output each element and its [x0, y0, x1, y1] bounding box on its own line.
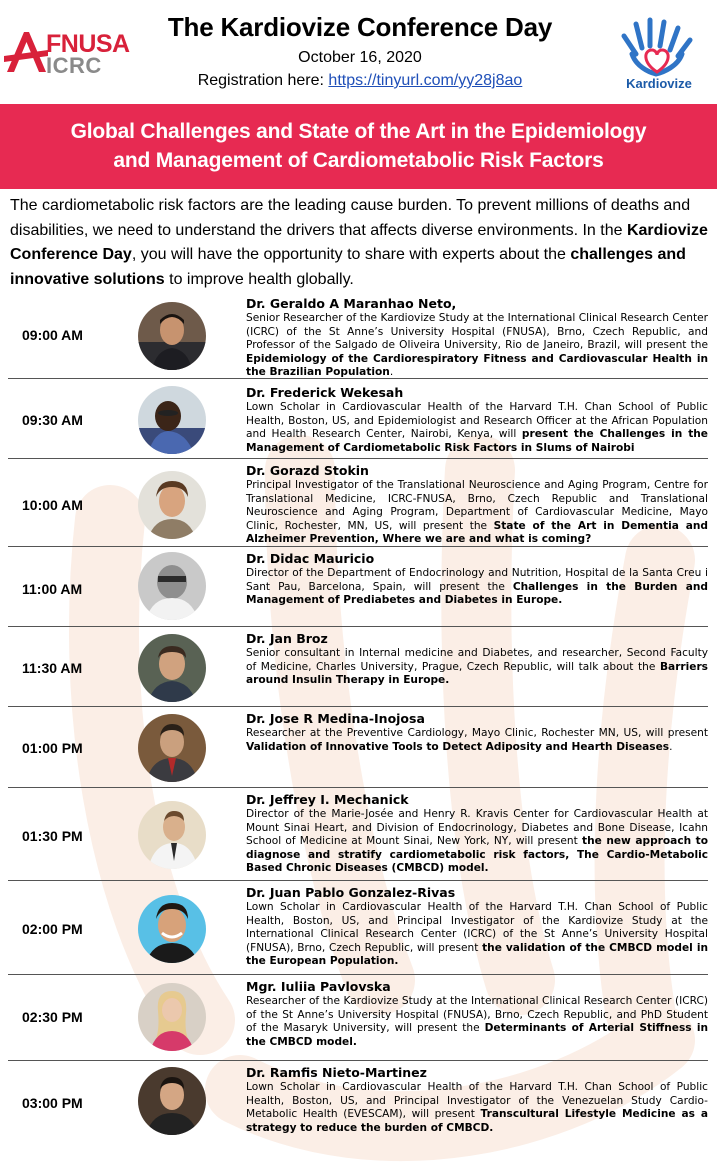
- speaker-name: Dr. Geraldo A Maranhao Neto,: [246, 296, 457, 311]
- description-highlight: Validation of Innovative Tools to Detect Adiposity and Hearth Diseases: [246, 740, 670, 753]
- speaker-name: Dr. Ramfis Nieto-Martinez: [246, 1065, 427, 1080]
- session-details: [246, 385, 708, 455]
- schedule: [8, 292, 708, 1143]
- schedule-row: [8, 788, 708, 881]
- session-description: [246, 401, 708, 455]
- schedule-row: [8, 881, 708, 975]
- session-description: [246, 647, 708, 688]
- description-text: Lown Scholar in Cardiovascular Health of the Harvard T.H. Chan School of Public Health, Boston, US, and Epidemiologist and Research Officer at the African Population and Health Research Center, Nairobi, Kenya, will: [246, 401, 708, 440]
- schedule-row: [8, 627, 708, 707]
- fnusa-icrc-logo: [4, 26, 139, 78]
- intro-bold-1: Kardiovize Conference Day: [10, 221, 708, 263]
- header: [0, 0, 717, 104]
- schedule-row: [8, 379, 708, 459]
- schedule-row: [8, 459, 708, 547]
- intro-bold-2: challenges and innovative solutions: [10, 246, 686, 288]
- description-highlight: Epidemiology of the Cardiorespiratory Fitness and Cardiovascular Health in the Brazilian Population: [246, 352, 708, 378]
- description-highlight: Barriers around Insulin Therapy in Europe.: [246, 660, 708, 686]
- schedule-row: [8, 975, 708, 1061]
- session-description: [246, 808, 708, 876]
- session-time: 09:00 AM: [22, 327, 83, 343]
- schedule-row: [8, 547, 708, 627]
- session-description: [246, 1081, 708, 1135]
- description-text: Lown Scholar in Cardiovascular Health of the Harvard T.H. Chan School of Public Health, Boston, US, and Principal Investigator of the Kardiovize Study at the International Clinical Research Center (ICRC) of the St Anne’s University Hospital (FNUSA), Brno, Czech Republic, will present: [246, 901, 708, 954]
- speaker-name: Dr. Jeffrey I. Mechanick: [246, 792, 409, 807]
- description-highlight: the new approach to diagnose and stratify cardiometabolic risk factors, The Cardio-Metabolic Based Chronic Diseases (CMBCD) model.: [246, 835, 709, 874]
- session-details: [246, 296, 708, 380]
- session-time: 01:30 PM: [22, 828, 83, 844]
- session-details: [246, 1065, 708, 1135]
- session-time: 09:30 AM: [22, 412, 83, 428]
- description-text: Director of the Marie-Josée and Henry R. Kravis Center for Cardiovascular Health at Mount Sinai Heart, and Division of Endocrinology, Diabetes and Bone Disease, Icahn School of Medicine at Mount Sinai, New York, NY, will present: [246, 808, 708, 847]
- session-details: [246, 711, 708, 754]
- registration-label: Registration here:: [197, 72, 329, 89]
- session-time: 11:30 AM: [22, 660, 83, 676]
- session-description: [246, 567, 708, 608]
- description-text: Senior Researcher of the Kardiovize Study at the International Clinical Research Center (ICRC) of the St Anne’s University Hospital (FNUSA), Brno, Czech Republic, and Professor of the Salgado de Oliveira University, Rio de Janeiro, Brazil, will present the: [246, 312, 708, 351]
- description-tail: .: [389, 366, 394, 378]
- session-details: [246, 885, 708, 969]
- speaker-photo: [138, 1067, 206, 1135]
- speaker-name: Dr. Frederick Wekesah: [246, 385, 404, 400]
- description-text: Researcher at the Preventive Cardiology, Mayo Clinic, Rochester MN, US, will present: [246, 727, 708, 739]
- session-time: 03:00 PM: [22, 1095, 83, 1111]
- speaker-name: Dr. Gorazd Stokin: [246, 463, 369, 478]
- speaker-photo: [138, 471, 206, 539]
- kardiovize-logo: [612, 14, 702, 94]
- description-highlight: present the Challenges in the Management of Cardiometabolic Risk Factors in Slums of Nairobi: [246, 428, 708, 454]
- speaker-name: Dr. Juan Pablo Gonzalez-Rivas: [246, 885, 456, 900]
- fnusa-logo-text: FNUSA: [46, 30, 130, 58]
- speaker-photo: [138, 801, 206, 869]
- registration-link[interactable]: https://tinyurl.com/yy28j8ao: [328, 72, 523, 89]
- description-tail: .: [669, 740, 673, 753]
- kardiovize-hands-heart-icon: [612, 14, 702, 78]
- session-description: [246, 995, 708, 1049]
- session-description: [246, 901, 708, 969]
- conference-date: October 16, 2020: [298, 49, 422, 66]
- description-text: Lown Scholar in Cardiovascular Health of the Harvard T.H. Chan School of Public Health, Boston, US, and Principal Investigator of the Venezuelan Study Cardio-Metabolic Health (EVESCAM), will present: [246, 1081, 708, 1120]
- speaker-photo: [138, 983, 206, 1051]
- description-text: Senior consultant in Internal medicine and Diabetes, and researcher, Second Faculty of Medicine, Charles University, Prague, Czech Republic, will talk about the: [246, 647, 708, 673]
- speaker-photo: [138, 714, 206, 782]
- description-text: Researcher of the Kardiovize Study at the International Clinical Research Center (ICRC) of the St Anne’s University Hospital (FNUSA), Brno, Czech Republic, and PhD Student of the Masaryk University, will present the: [246, 995, 708, 1034]
- description-highlight: the validation of the CMBCD model in the European Population.: [246, 941, 708, 967]
- fnusa-logo-icon: [4, 26, 48, 76]
- session-time: 02:30 PM: [22, 1009, 83, 1025]
- schedule-row: [8, 292, 708, 379]
- description-highlight: Determinants of Arterial Stiffness in the CMBCD model.: [246, 1022, 709, 1048]
- session-details: [246, 792, 708, 876]
- intro-text-3: to improve health globally.: [164, 270, 354, 288]
- icrc-logo-text: ICRC: [46, 53, 102, 78]
- intro-text-1: The cardiometabolic risk factors are the leading cause burden. To prevent millions of deaths and disabilities, we need to understand the drivers that affects diverse environments. In the: [10, 197, 691, 239]
- session-details: [246, 979, 708, 1049]
- intro-paragraph: [0, 189, 717, 292]
- conference-title: The Kardiovize Conference Day: [167, 12, 553, 42]
- session-description: [246, 727, 708, 754]
- session-details: [246, 631, 708, 688]
- session-description: [246, 312, 708, 380]
- intro-text-2: , you will have the opportunity to share with experts about the: [131, 246, 571, 263]
- session-time: 11:00 AM: [22, 581, 83, 597]
- banner-line-2: and Management of Cardiometabolic Risk Factors: [113, 149, 604, 172]
- session-details: [246, 463, 708, 547]
- schedule-row: [8, 1061, 708, 1143]
- description-text: Principal Investigator of the Translational Neuroscience and Aging Program, Centre for Translational Medicine, ICRC-FNUSA, Brno, Czech Republic and Translational Neuroscience and Aging Program, Department of Cardiovascular Medicine, Mayo Clinic, Rochester, MN, US, will present the: [246, 479, 708, 532]
- session-description: [246, 479, 708, 547]
- speaker-name: Mgr. Iuliia Pavlovska: [246, 979, 391, 994]
- session-time: 02:00 PM: [22, 921, 83, 937]
- speaker-name: Dr. Jan Broz: [246, 631, 328, 646]
- description-highlight: Challenges in the Burden and Management of Prediabetes and Diabetes in Europe.: [246, 580, 709, 606]
- speaker-photo: [138, 634, 206, 702]
- speaker-photo: [138, 552, 206, 620]
- banner-line-1: Global Challenges and State of the Art in the Epidemiology: [70, 120, 647, 143]
- kardiovize-logo-text: Kardiovize: [626, 76, 692, 91]
- description-highlight: State of the Art in Dementia and Alzheimer Prevention, Where we are and what is coming?: [246, 519, 709, 545]
- session-time: 10:00 AM: [22, 497, 83, 513]
- speaker-photo: [138, 302, 206, 370]
- description-text: Director of the Department of Endocrinology and Nutrition, Hospital de la Santa Creu i Sant Pau, Barcelona, Spain, will present the: [246, 567, 708, 593]
- schedule-row: [8, 707, 708, 788]
- registration-line: [150, 72, 570, 90]
- speaker-name: Dr. Didac Mauricio: [246, 551, 375, 566]
- speaker-photo: [138, 386, 206, 454]
- speaker-name: Dr. Jose R Medina-Inojosa: [246, 711, 425, 726]
- session-time: 01:00 PM: [22, 740, 83, 756]
- topic-banner: [0, 104, 717, 189]
- session-details: [246, 551, 708, 608]
- speaker-photo: [138, 895, 206, 963]
- description-highlight: Transcultural Lifestyle Medicine as a strategy to reduce the burden of CMBCD.: [246, 1108, 708, 1134]
